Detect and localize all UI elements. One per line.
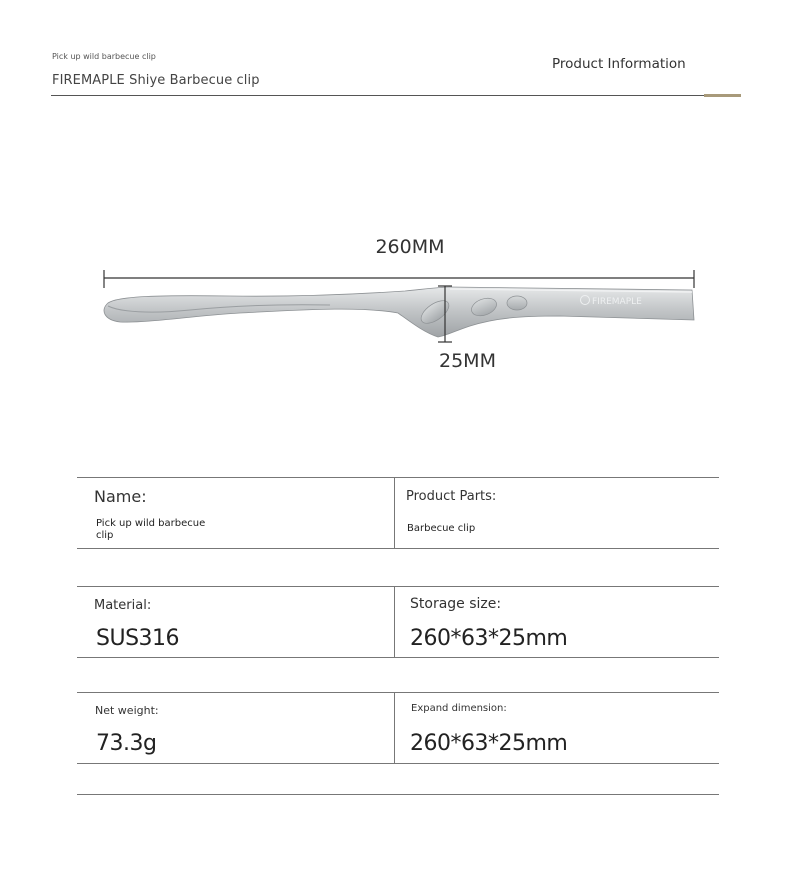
net-weight-label: Net weight: bbox=[95, 704, 159, 717]
grip-dimple bbox=[507, 296, 527, 310]
brand-mark: FIREMAPLE bbox=[592, 297, 642, 307]
clip-body bbox=[104, 287, 694, 337]
spec-row-name bbox=[77, 477, 719, 549]
column-divider bbox=[394, 478, 395, 548]
column-divider bbox=[394, 587, 395, 657]
name-value-line2: clip bbox=[96, 530, 114, 541]
expand-dimension-label: Expand dimension: bbox=[411, 703, 507, 714]
header-subtitle: Pick up wild barbecue clip bbox=[52, 52, 156, 61]
net-weight-value: 73.3g bbox=[96, 731, 157, 756]
header-title: FIREMAPLE Shiye Barbecue clip bbox=[52, 73, 260, 88]
storage-size-value: 260*63*25mm bbox=[410, 626, 568, 651]
length-dimension-line bbox=[104, 270, 694, 288]
material-value: SUS316 bbox=[96, 626, 180, 651]
column-divider bbox=[394, 693, 395, 763]
product-parts-value: Barbecue clip bbox=[407, 523, 476, 534]
width-dimension-label: 25MM bbox=[439, 350, 496, 372]
table-bottom-rule bbox=[77, 794, 719, 795]
storage-size-label: Storage size: bbox=[410, 596, 502, 612]
length-dimension-label: 260MM bbox=[375, 236, 445, 258]
spec-row-material bbox=[77, 586, 719, 658]
expand-dimension-value: 260*63*25mm bbox=[410, 731, 568, 756]
spec-row-weight bbox=[77, 692, 719, 764]
section-title: Product Information bbox=[552, 56, 686, 72]
name-value-line1: Pick up wild barbecue bbox=[96, 518, 206, 529]
name-label: Name: bbox=[94, 487, 147, 506]
material-label: Material: bbox=[94, 598, 152, 613]
product-parts-label: Product Parts: bbox=[406, 489, 497, 504]
barbecue-clip-image bbox=[0, 0, 790, 420]
